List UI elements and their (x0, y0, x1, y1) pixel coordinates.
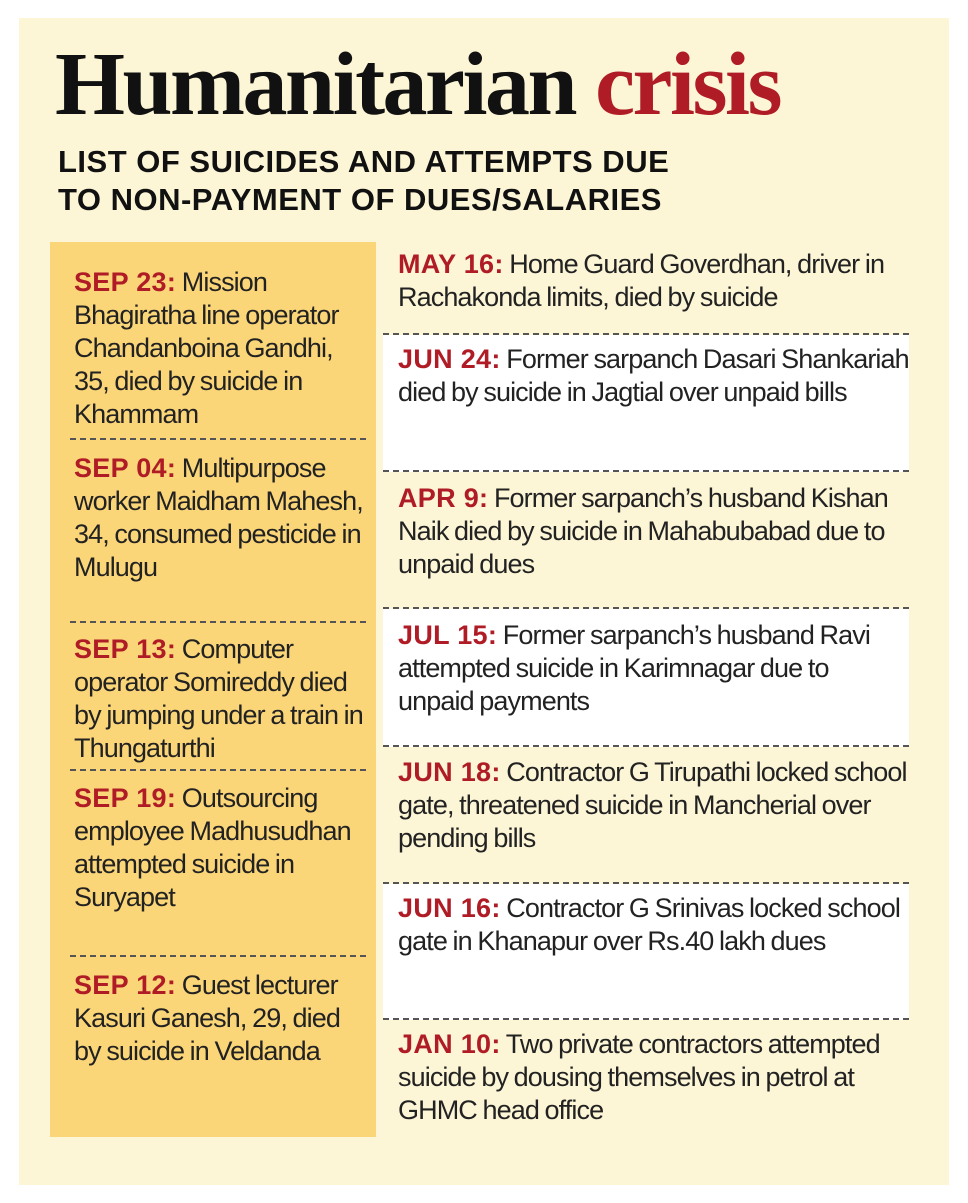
incident-item (383, 1020, 909, 1137)
incident-text: Former sarpanch’s husband Kishan Naik died by suicide in Mahabubabad due to unpaid dues (398, 483, 888, 579)
incident-item (383, 335, 909, 472)
incident-text: Former sarpanch’s husband Ravi attempted suicide in Karimnagar due to unpaid payments (398, 620, 870, 716)
incident-text: Computer operator Somireddy died by jumping under a train in Thungaturthi (74, 634, 363, 763)
incident-date: JUN 16: (398, 893, 501, 923)
incident-text: Mission Bhagiratha line operator Chandanboina Gandhi, 35, died by suicide in Khammam (74, 267, 339, 429)
incident-text: Home Guard Goverdhan, driver in Rachakonda limits, died by suicide (398, 249, 885, 312)
incident-text: Former sarpanch Dasari Shankariah died by suicide in Jagtial over unpaid bills (398, 344, 909, 407)
incident-date: MAY 16: (398, 249, 504, 279)
incident-item (70, 623, 366, 771)
incident-item (383, 747, 909, 884)
infographic-title (55, 35, 781, 134)
incident-date: JUN 18: (398, 757, 501, 787)
infographic-subtitle (58, 143, 669, 219)
incident-date: SEP 12: (74, 970, 177, 1000)
incident-item (70, 957, 366, 1127)
subtitle-line-2: TO NON-PAYMENT OF DUES/SALARIES (58, 182, 662, 217)
incident-date: SEP 23: (74, 267, 177, 297)
incident-item (70, 440, 366, 623)
incident-item (383, 884, 909, 1020)
incident-date: SEP 04: (74, 453, 177, 483)
incident-date: JUN 24: (398, 344, 501, 374)
incident-text: Contractor G Tirupathi locked school gate, threatened suicide in Mancherial over pending bills (398, 757, 907, 853)
subtitle-line-1: LIST OF SUICIDES AND ATTEMPTS DUE (58, 144, 670, 179)
incident-item (70, 771, 366, 957)
incident-item (383, 242, 909, 335)
incident-item (383, 609, 909, 747)
incident-text: Multipurpose worker Maidham Mahesh, 34, consumed pesticide in Mulugu (74, 453, 363, 582)
incident-date: SEP 19: (74, 783, 177, 813)
incident-date: SEP 13: (74, 634, 177, 664)
incident-item (383, 472, 909, 609)
incident-item (70, 262, 366, 440)
incident-text: Guest lecturer Kasuri Ganesh, 29, died by suicide in Veldanda (74, 970, 340, 1066)
incident-text: Outsourcing employee Madhusudhan attempted suicide in Suryapet (74, 783, 351, 912)
september-incidents-column (50, 242, 376, 1137)
title-main: Humanitarian (55, 35, 576, 134)
title-accent: crisis (595, 35, 781, 134)
incident-date: JUL 15: (398, 620, 498, 650)
incident-text: Two private contractors attempted suicide by dousing themselves in petrol at GHMC head office (398, 1029, 880, 1125)
incident-date: APR 9: (398, 483, 489, 513)
incident-text: Contractor G Srinivas locked school gate in Khanapur over Rs.40 lakh dues (398, 893, 900, 956)
other-incidents-column (383, 242, 909, 1137)
incident-date: JAN 10: (398, 1029, 501, 1059)
